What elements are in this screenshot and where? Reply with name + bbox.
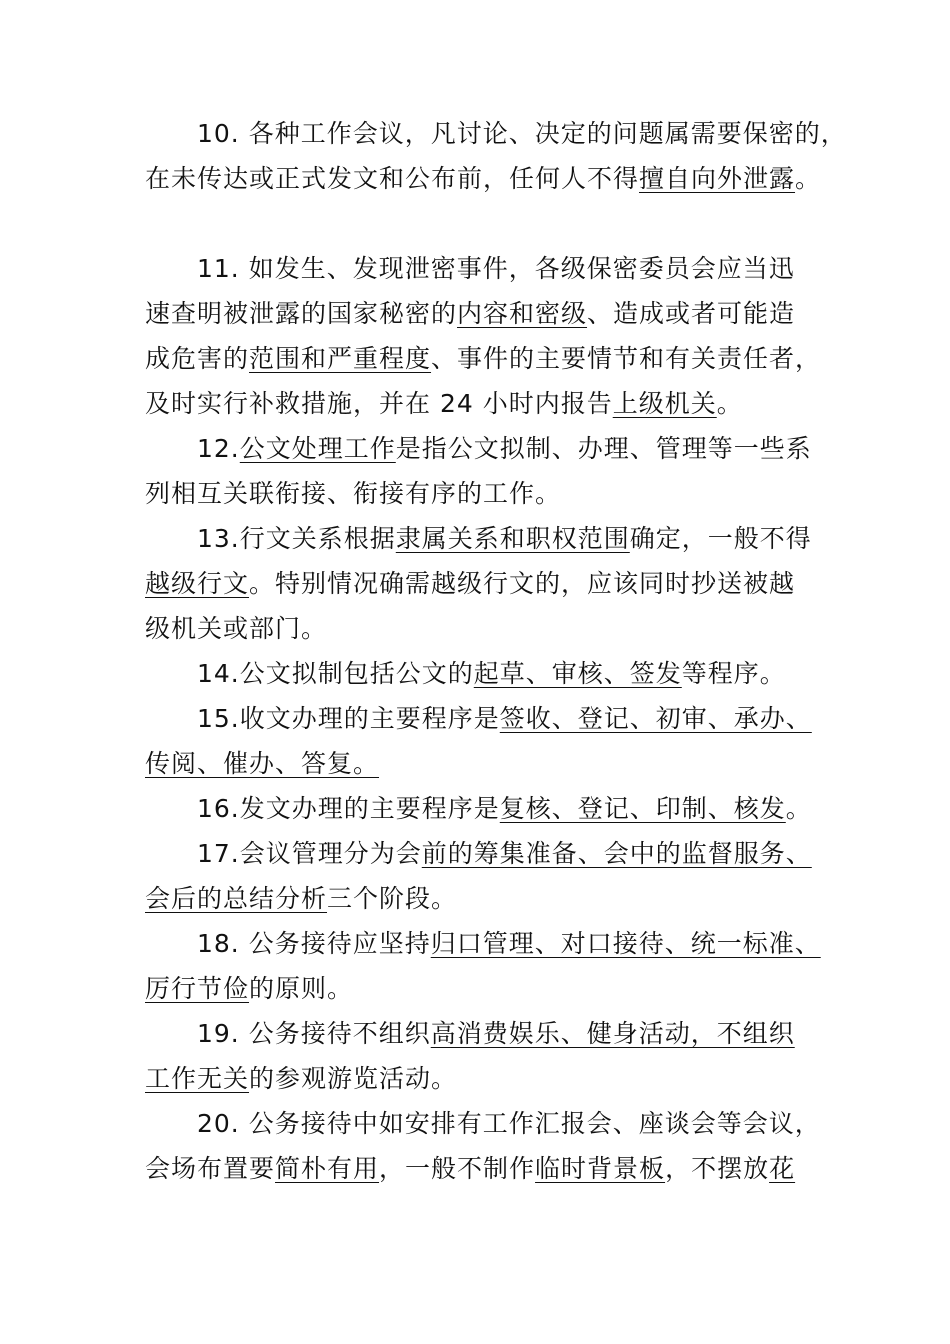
underlined-answer: 范围和严重程度 [249,344,432,373]
text-line [145,1062,457,1096]
text-segment: 。 [716,389,743,418]
underlined-answer: 越级行文 [145,569,250,598]
text-segment: 14.公文拟制包括公文的 [197,659,474,688]
text-segment: 确定，一般不得 [629,524,812,553]
text-segment: 19. 公务接待不组织 [197,1019,431,1048]
text-segment: 成危害的 [145,344,250,373]
text-segment: 级机关或部门。 [145,614,328,643]
text-segment: 的原则。 [249,974,354,1003]
underlined-answer: 临时背景板 [535,1154,666,1183]
text-segment: 11. 如发生、发现泄密事件，各级保密委员会应当迅 [197,254,795,283]
underlined-answer: 简朴有用 [275,1154,380,1183]
text-line [197,432,812,466]
text-segment: 速查明被泄露的国家秘密的 [145,299,458,328]
text-segment: 三个阶段。 [327,884,458,913]
text-line [145,162,821,196]
text-segment: 17.会议管理分为会 [197,839,422,868]
underlined-answer: 公文处理工作 [239,434,396,463]
text-segment: 会场布置要 [145,1154,276,1183]
underlined-answer: 传阅、催办、答复。 [145,749,380,778]
text-line [145,387,743,421]
underlined-answer: 厉行节俭 [145,974,250,1003]
text-line [145,972,353,1006]
underlined-answer: 内容和密级 [457,299,588,328]
text-line [145,297,795,331]
underlined-answer: 归口管理、对口接待、统一标准、 [430,929,821,958]
text-segment: 。特别情况确需越级行文的，应该同时抄送被越 [249,569,796,598]
text-line [197,252,795,286]
text-line [145,747,379,781]
text-segment: 12. [197,434,240,463]
underlined-answer: 上级机关 [612,389,717,418]
text-segment: 、事件的主要情节和有关责任者， [431,344,822,373]
text-segment: 及时实行补救措施，并在 24 小时内报告 [145,389,613,418]
text-segment: 16.发文办理的主要程序是 [197,794,500,823]
text-segment: 10. 各种工作会议，凡讨论、决定的问题属需要保密的， [197,119,847,148]
underlined-answer: 工作无关 [145,1064,250,1093]
underlined-answer: 签收、登记、初审、承办、 [499,704,812,733]
text-line [145,1152,795,1186]
text-segment: 等程序。 [681,659,786,688]
underlined-answer: 会后的总结分析 [145,884,328,913]
text-segment: 13.行文关系根据 [197,524,396,553]
text-line [197,1107,821,1141]
text-line [197,657,786,691]
underlined-answer: 复核、登记、印制、核发 [499,794,786,823]
underlined-answer: 擅自向外泄露 [639,164,796,193]
text-line [145,342,821,376]
text-line [145,612,327,646]
text-line [145,567,795,601]
text-line [197,1017,795,1051]
text-segment: ，不摆放 [665,1154,770,1183]
text-segment: 20. 公务接待中如安排有工作汇报会、座谈会等会议， [197,1109,821,1138]
text-segment: 、造成或者可能造 [587,299,796,328]
text-segment: 18. 公务接待应坚持 [197,929,431,958]
text-segment: 在未传达或正式发文和公布前，任何人不得 [145,164,640,193]
text-segment: 列相互关联衔接、衔接有序的工作。 [145,479,562,508]
text-line [197,522,812,556]
text-segment: 。 [785,794,812,823]
text-segment: 。 [795,164,822,193]
underlined-answer: 花 [769,1154,796,1183]
text-line [197,837,812,871]
underlined-answer: 前的筹集准备、会中的监督服务、 [421,839,812,868]
text-line [197,117,847,151]
underlined-answer: 起草、审核、签发 [473,659,682,688]
underlined-answer: 高消费娱乐、健身活动，不组织 [430,1019,795,1048]
text-segment: ，一般不制作 [379,1154,536,1183]
text-line [197,792,812,826]
underlined-answer: 隶属关系和职权范围 [395,524,630,553]
text-segment: 是指公文拟制、办理、管理等一些系 [395,434,812,463]
text-segment: 的参观游览活动。 [249,1064,458,1093]
text-line [197,702,812,736]
text-line [145,882,457,916]
text-line [197,927,821,961]
text-line [145,477,561,511]
text-segment: 15.收文办理的主要程序是 [197,704,500,733]
